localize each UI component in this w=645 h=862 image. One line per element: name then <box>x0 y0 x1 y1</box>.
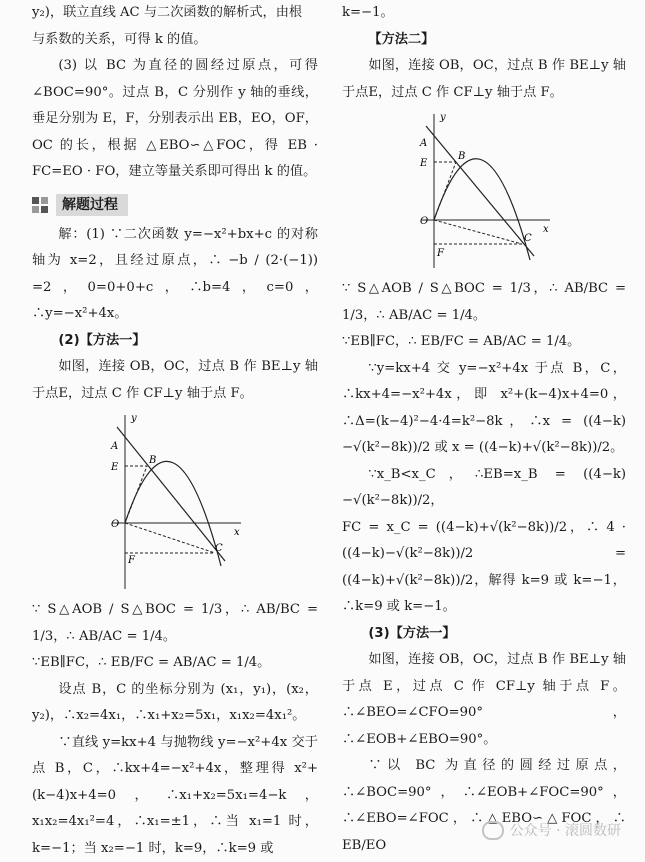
label-o: O <box>111 519 119 530</box>
left-column <box>32 0 318 862</box>
label-e: E <box>110 462 119 473</box>
label-f-2: F <box>436 248 445 259</box>
label-b: B <box>148 455 156 466</box>
left-ratio-1: ∵ S△AOB / S△BOC = 1/3，∴ AB/BC = 1/3，∴ AB/AC = 1/4。 <box>32 597 318 650</box>
method2-text: 如图，连接 OB，OC，过点 B 作 BE⊥y 轴于点E，过点 C 作 CF⊥y 轴于点 F。 <box>342 53 626 106</box>
parabola-diagram-2 <box>414 110 554 272</box>
coordinate-text: 设点 B，C 的坐标分别为 (x₁，y₁)，(x₂，y₂)，∴x₂=4x₁，∴x₁+x₂=5x₁，x₁x₂=4x₁²。 <box>32 677 318 730</box>
fc-line: FC = x_C = ((4−k)+√(k²−8k))/2，∴ 4 · ((4−k)−√(k²−8k))/2 = ((4−k)+√(k²−8k))/2，解得 k=9 或 k=−1，∴k=9 或 k=−1。 <box>342 515 626 621</box>
parabola-diagram <box>105 411 245 593</box>
right-column <box>342 0 626 859</box>
label-a: A <box>110 441 118 452</box>
segment-oc <box>125 523 215 553</box>
parabola-curve-2 <box>434 159 530 260</box>
part2-heading: (2)【方法一】 <box>32 328 318 355</box>
part3-hint: (3) 以 BC 为直径的圆经过原点，可得 ∠BOC=90°。过点 B，C 分别作 y 轴的垂线，垂足分别为 E，F，分别表示出 EB，EO，OF，OC 的长，根据 △EBO∽△FOC，得 EB · FC=EO · FO，建立等量关系即可得出 k 的值。 <box>32 53 318 186</box>
label-f: F <box>127 555 136 566</box>
label-e-2: E <box>419 158 428 169</box>
part3-text: 如图，连接 OB，OC，过点 B 作 BE⊥y 轴于点 E，过点 C 作 CF⊥y 轴于点 F。∴∠BEO=∠CFO=90°，∴∠EOB+∠EBO=90°。 <box>342 647 626 753</box>
right-ratio-1: ∵ S△AOB / S△BOC = 1/3，∴ AB/BC = 1/3，∴ AB/AC = 1/4。 <box>342 276 626 329</box>
label-x: x <box>234 527 240 538</box>
section-header <box>32 192 318 218</box>
k-result-line: k=−1。 <box>342 0 626 27</box>
left-ratio-2: ∵EB∥FC，∴ EB/FC = AB/AC = 1/4。 <box>32 650 318 677</box>
figure-right <box>342 110 626 272</box>
label-o-2: O <box>420 216 428 227</box>
label-a-2: A <box>419 138 427 149</box>
label-x-2: x <box>543 224 549 235</box>
wechat-icon <box>482 821 504 840</box>
intersection-text: ∵y=kx+4 交 y=−x²+4x 于点 B，C，∴kx+4=−x²+4x，即 x²+(k−4)x+4=0，∴Δ=(k−4)²−4·4=k²−8k，∴x = ((4−k)−√(k²−8k))/2 或 x = ((4−k)+√(k²−8k))/2。 <box>342 356 626 462</box>
figure-left <box>32 411 318 593</box>
method2-heading: 【方法二】 <box>342 27 626 54</box>
section-title: 解题过程 <box>56 194 128 216</box>
label-c-2: C <box>524 233 532 244</box>
part2-text: 如图，连接 OB，OC，过点 B 作 BE⊥y 轴于点E，过点 C 作 CF⊥y 轴于点 F。 <box>32 354 318 407</box>
right-ratio-2: ∵EB∥FC，∴ EB/FC = AB/AC = 1/4。 <box>342 329 626 356</box>
label-c: C <box>215 543 223 554</box>
part3-circle-text: ∵以 BC 为直径的圆经过原点，∴∠BOC=90°，∴∠EOB+∠FOC=90°，∴∠EBO=∠FOC，∴△EBO∽△FOC，∴ EB/EO <box>342 753 626 859</box>
left-top-line-2: 与系数的关系，可得 k 的值。 <box>32 27 318 54</box>
part3-heading: (3)【方法一】 <box>342 621 626 648</box>
watermark-text: 公众号 · 滚圆数研 <box>510 820 621 840</box>
line-intersection-text: ∵直线 y=kx+4 与抛物线 y=−x²+4x 交于点 B，C，∴kx+4=−x²+4x，整理得 x²+(k−4)x+4=0，∴x₁+x₂=5x₁=4−k，x₁x₂=4x₁²=4，∴x₁=±1，∴当 x₁=1 时，k=−1；当 x₂=−1 时，k=9，∴k=9 或 <box>32 730 318 862</box>
left-top-line-1: y₂)，联立直线 AC 与二次函数的解析式，由根 <box>32 0 318 27</box>
watermark <box>482 820 621 840</box>
line-ac <box>117 427 225 561</box>
solution-part1: 解：(1) ∵二次函数 y=−x²+bx+c 的对称轴为 x=2，且经过原点，∴ −b / (2·(−1)) =2，0=0+0+c，∴b=4，c=0，∴y=−x²+4x。 <box>32 222 318 328</box>
xb-line: ∵x_B<x_C，∴EB=x_B = ((4−k)−√(k²−8k))/2， <box>342 462 626 515</box>
label-b-2: B <box>457 151 465 162</box>
line-ac-2 <box>426 126 534 256</box>
segment-oc-2 <box>434 220 522 244</box>
label-y-2: y <box>439 112 446 123</box>
section-badge-icon <box>32 197 50 213</box>
label-y: y <box>130 413 137 424</box>
